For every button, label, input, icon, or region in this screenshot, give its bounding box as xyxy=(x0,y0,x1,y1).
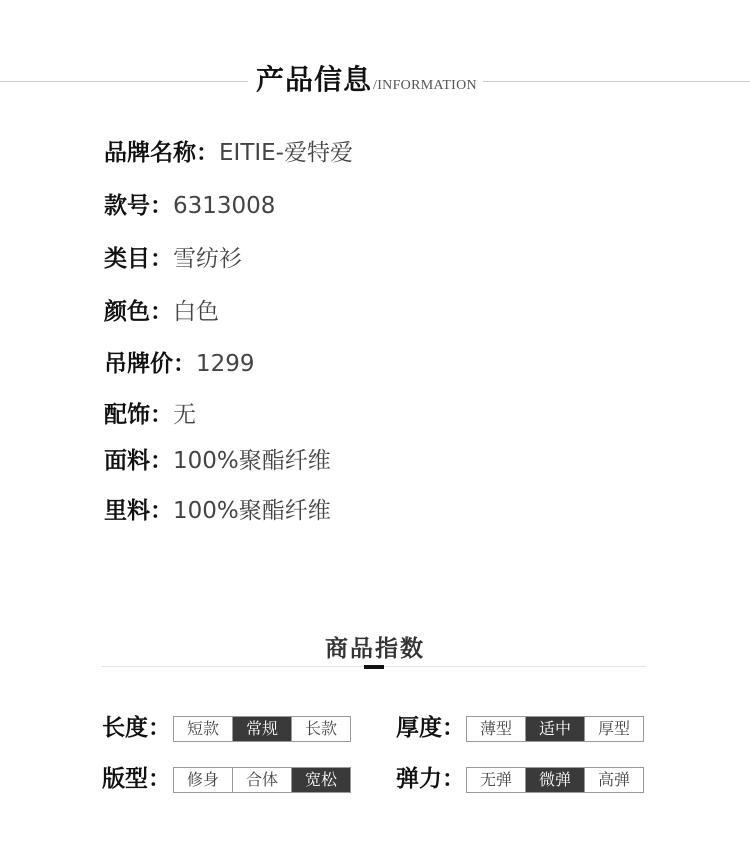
info-key: 类目： xyxy=(104,246,173,272)
fit-option: 合体 xyxy=(233,768,292,792)
info-key: 配饰： xyxy=(104,402,173,428)
info-value: 无 xyxy=(173,402,196,428)
info-row-price xyxy=(104,349,255,379)
info-row-fabric xyxy=(104,446,331,476)
info-value: 100%聚酯纤维 xyxy=(173,448,331,474)
info-key: 款号： xyxy=(104,193,173,219)
thickness-option: 薄型 xyxy=(467,717,526,741)
info-row-color xyxy=(104,297,219,327)
info-row-brand xyxy=(104,138,353,168)
info-key: 里料： xyxy=(104,498,173,524)
elasticity-option: 高弹 xyxy=(597,770,630,789)
info-row-accessories xyxy=(104,400,196,430)
info-row-lining xyxy=(104,496,331,526)
length-label: 长度： xyxy=(102,715,171,741)
length-options xyxy=(173,716,351,742)
info-key: 颜色： xyxy=(104,299,173,325)
info-value: 白色 xyxy=(173,299,219,325)
info-value: 100%聚酯纤维 xyxy=(173,498,331,524)
fit-label: 版型： xyxy=(102,766,171,792)
info-key: 面料： xyxy=(104,448,173,474)
fit-option: 修身 xyxy=(174,768,233,792)
thickness-option: 适中 xyxy=(526,717,585,741)
info-value: 雪纺衫 xyxy=(173,246,242,272)
elasticity-label: 弹力： xyxy=(396,766,465,792)
index-section-title: 商品指数 xyxy=(325,636,425,662)
page-title: 产品信息 xyxy=(256,63,373,96)
info-row-category xyxy=(104,244,242,274)
elasticity-option: 无弹 xyxy=(467,768,526,792)
elasticity-option: 微弹 xyxy=(526,768,585,792)
page-subtitle: /INFORMATION xyxy=(373,78,477,93)
info-value: EITIE-爱特爱 xyxy=(219,140,353,166)
thickness-label: 厚度： xyxy=(396,715,465,741)
info-value: 1299 xyxy=(196,351,255,377)
thickness-option: 厚型 xyxy=(597,719,630,738)
info-row-style-number xyxy=(104,191,275,221)
fit-options xyxy=(173,767,351,793)
thickness-options xyxy=(466,716,644,742)
length-option: 长款 xyxy=(304,719,337,738)
elasticity-options xyxy=(466,767,644,793)
page-header xyxy=(248,58,483,106)
info-key: 品牌名称： xyxy=(104,140,219,166)
length-option: 短款 xyxy=(174,717,233,741)
fit-option: 宽松 xyxy=(292,768,350,792)
info-key: 吊牌价： xyxy=(104,351,196,377)
info-value: 6313008 xyxy=(173,193,276,219)
index-section-accent xyxy=(364,665,384,669)
length-option: 常规 xyxy=(233,717,292,741)
